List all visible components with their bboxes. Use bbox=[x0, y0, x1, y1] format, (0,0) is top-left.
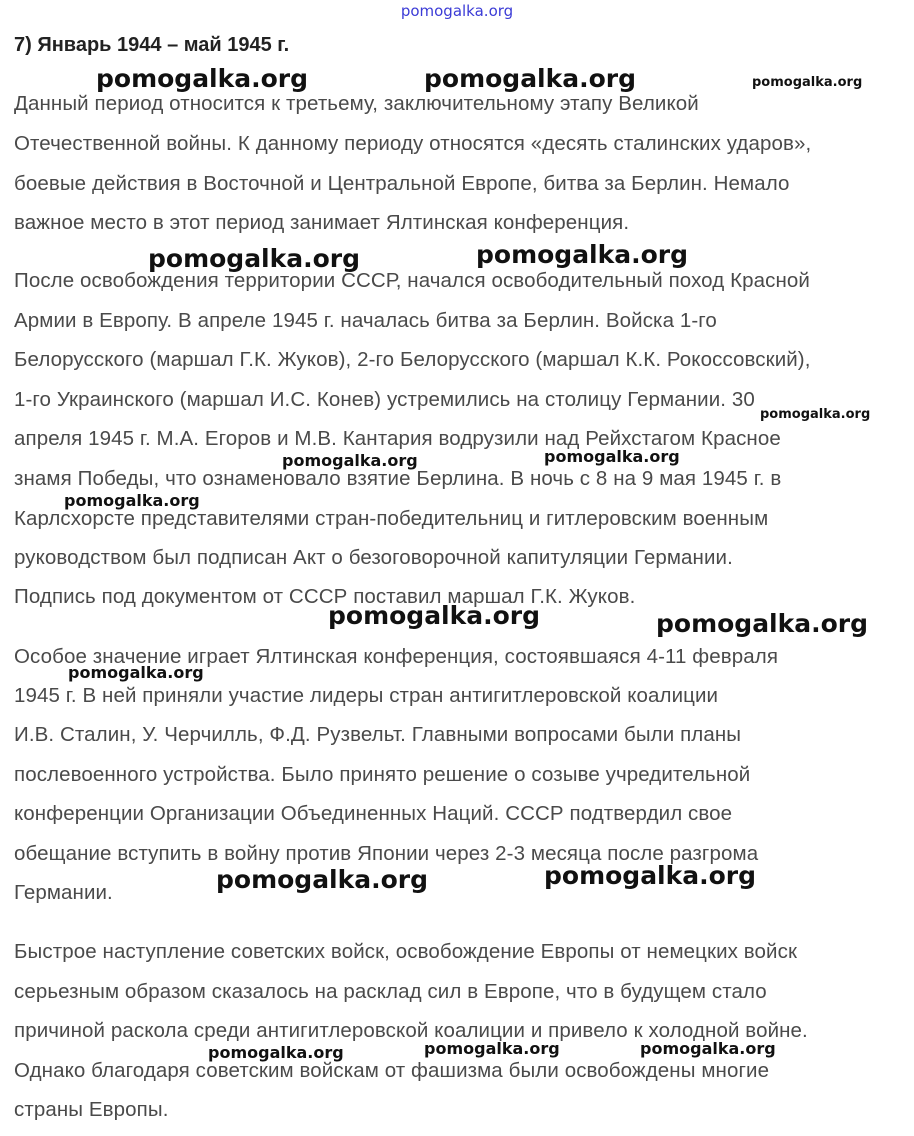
text-line: 1945 г. В ней приняли участие лидеры стран антигитлеровской коалиции bbox=[14, 684, 719, 707]
text-line: Особое значение играет Ялтинская конференция, состоявшаяся 4-11 февраля bbox=[14, 645, 779, 668]
watermark: pomogalka.org bbox=[68, 663, 204, 682]
watermark: pomogalka.org bbox=[760, 407, 871, 422]
text-line: Отечественной войны. К данному периоду относятся «десять сталинских ударов», bbox=[14, 132, 812, 155]
text-line: Подпись под документом от СССР поставил маршал Г.К. Жуков. bbox=[14, 585, 636, 608]
watermark: pomogalka.org bbox=[216, 865, 429, 894]
watermark: pomogalka.org bbox=[208, 1043, 344, 1062]
text-line: серьезным образом сказалось на расклад сил в Европе, что в будущем стало bbox=[14, 980, 767, 1003]
text-line: апреля 1945 г. М.А. Егоров и М.В. Кантария водрузили над Рейхстагом Красное bbox=[14, 427, 781, 450]
text-line: Карлсхорсте представителями стран-победительниц и гитлеровским военным bbox=[14, 507, 769, 530]
watermark: pomogalka.org bbox=[544, 861, 757, 890]
section-heading: 7) Январь 1944 – май 1945 г. bbox=[14, 34, 290, 56]
text-line: Однако благодаря советским войскам от фашизма были освобождены многие bbox=[14, 1059, 770, 1082]
watermark: pomogalka.org bbox=[424, 64, 637, 93]
watermark: pomogalka.org bbox=[476, 240, 689, 269]
text-line: обещание вступить в войну против Японии через 2-3 месяца после разгрома bbox=[14, 842, 759, 865]
text-line: конференции Организации Объединенных Наций. СССР подтвердил свое bbox=[14, 802, 733, 825]
text-line: страны Европы. bbox=[14, 1098, 169, 1121]
watermark: pomogalka.org bbox=[544, 447, 680, 466]
text-line: знамя Победы, что ознаменовало взятие Берлина. В ночь с 8 на 9 мая 1945 г. в bbox=[14, 467, 782, 490]
text-line: руководством был подписан Акт о безоговорочной капитуляции Германии. bbox=[14, 546, 733, 569]
watermark: pomogalka.org bbox=[328, 601, 541, 630]
watermark: pomogalka.org bbox=[96, 64, 309, 93]
watermark: pomogalka.org bbox=[752, 75, 863, 90]
text-line: Германии. bbox=[14, 881, 113, 904]
watermark: pomogalka.org bbox=[640, 1039, 776, 1058]
text-line: послевоенного устройства. Было принято решение о созыве учредительной bbox=[14, 763, 751, 786]
text-line: Армии в Европу. В апреле 1945 г. началась битва за Берлин. Войска 1-го bbox=[14, 309, 717, 332]
text-line: И.В. Сталин, У. Черчилль, Ф.Д. Рузвельт. Главными вопросами были планы bbox=[14, 723, 742, 746]
text-line: важное место в этот период занимает Ялтинская конференция. bbox=[14, 211, 630, 234]
site-name-header: pomogalka.org bbox=[400, 2, 514, 20]
text-line: Данный период относится к третьему, заключительному этапу Великой bbox=[14, 92, 699, 115]
text-line: причиной раскола среди антигитлеровской коалиции и привело к холодной войне. bbox=[14, 1019, 808, 1042]
watermark: pomogalka.org bbox=[282, 451, 418, 470]
text-line: Белорусского (маршал Г.К. Жуков), 2-го Белорусского (маршал К.К. Рокоссовский), bbox=[14, 348, 811, 371]
watermark: pomogalka.org bbox=[656, 609, 869, 638]
watermark: pomogalka.org bbox=[148, 244, 361, 273]
text-line: Быстрое наступление советских войск, освобождение Европы от немецких войск bbox=[14, 940, 798, 963]
watermark: pomogalka.org bbox=[424, 1039, 560, 1058]
watermark: pomogalka.org bbox=[64, 491, 200, 510]
text-line: 1-го Украинского (маршал И.С. Конев) устремились на столицу Германии. 30 bbox=[14, 388, 755, 411]
text-line: После освобождения территории СССР, начался освободительный поход Красной bbox=[14, 269, 810, 292]
text-line: боевые действия в Восточной и Центральной Европе, битва за Берлин. Немало bbox=[14, 172, 790, 195]
